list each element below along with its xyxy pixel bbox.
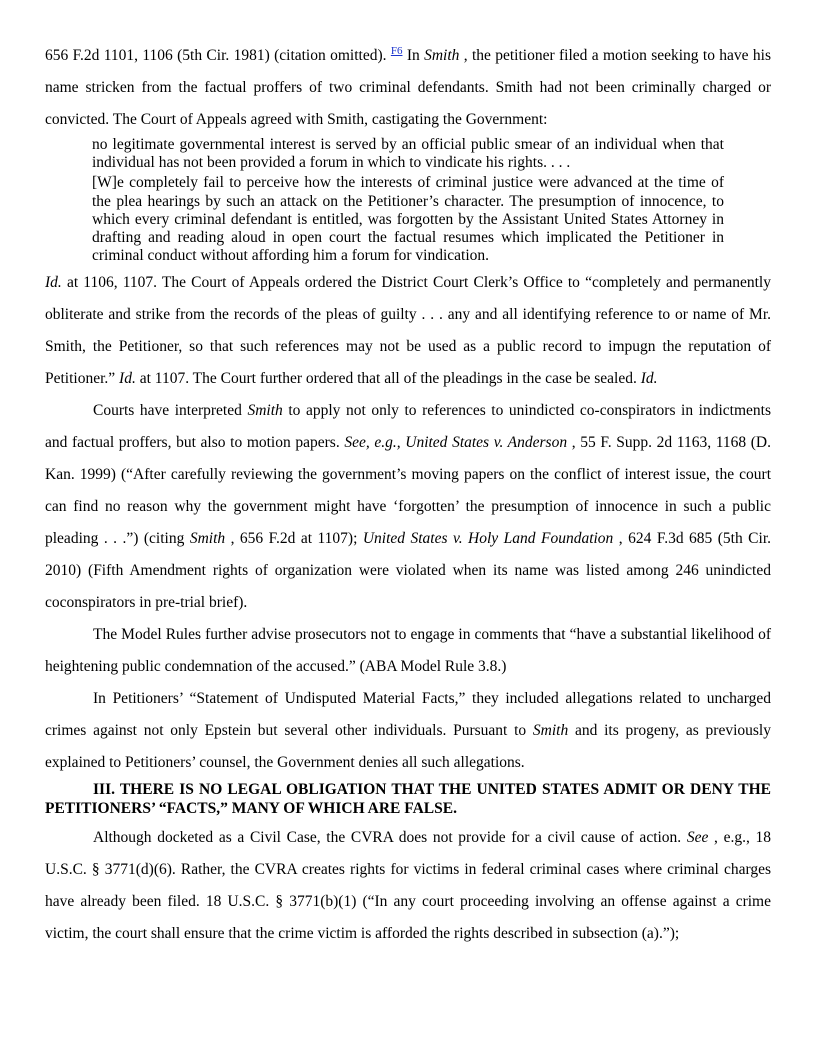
- paragraph-courts-interpreted: Courts have interpreted Smith to apply not only to references to unindicted co-conspirators in indictments and factual proffers, but also to motion papers. See, e.g., United States v. Anderson , 55 F. Supp. 2d 1163, 1168 (D. Kan. 1999) (“After carefully reviewing the government’s moving papers on the conflict of interest issue, the court can find no reason why the government might have ‘forgotten’ the presumption of innocence in such a public pleading . . .”) (citing Smith , 656 F.2d at 1107); United States v. Holy Land Foundation , 624 F.3d 685 (5th Cir. 2010) (Fifth Amendment rights of organization were violated when its name was listed among 246 unindicted coconspirators in pre-trial brief).: [45, 402, 771, 612]
- paragraph-petitioners-facts: In Petitioners’ “Statement of Undisputed Material Facts,” they included allegations related to uncharged crimes against not only Epstein but several other individuals. Pursuant to Smith and its progeny, as previously explained to Petitioners’ counsel, the Government denies all such allegations.: [45, 690, 771, 772]
- paragraph-model-rules: The Model Rules further advise prosecutors not to engage in comments that “have a substantial likelihood of heightening public condemnation of the accused.” (ABA Model Rule 3.8.): [45, 626, 771, 676]
- section-heading: III. THERE IS NO LEGAL OBLIGATION THAT THE UNITED STATES ADMIT OR DENY THE PETITIONERS’ “FACTS,” MANY OF WHICH ARE FALSE.: [45, 781, 771, 817]
- paragraph-smith-intro: 656 F.2d 1101, 1106 (5th Cir. 1981) (citation omitted). $^{F6}$ In Smith , the petitioner filed a motion seeking to have his name stricken from the factual proffers of two criminal defendants. Smith had not been criminally charged or convicted. The Court of Appeals agreed with Smith, castigating the Government:: [45, 44, 771, 128]
- document-page: [45, 40, 771, 950]
- case-name: Smith: [424, 47, 460, 64]
- paragraph-cvra: Although docketed as a Civil Case, the CVRA does not provide for a civil cause of action. See , e.g., 18 U.S.C. § 3771(d)(6). Rather, the CVRA creates rights for victims in federal criminal cases where criminal charges have already been filed. 18 U.S.C. § 3771(b)(1) (“In any court proceeding involving an offense against a crime victim, the court shall ensure that the crime victim is afforded the rights described in subsection (a).”);: [45, 829, 771, 943]
- block-quote-2: [W]e completely fail to perceive how the interests of criminal justice were advanced at the time of the plea hearings by such an attack on the Petitioner’s character. The presumption of innocence, to which every criminal defendant is entitled, was forgotten by the Assistant United States Attorney in drafting and reading aloud in open court the factual resumes which implicated the Petitioner in criminal conduct without affording him a forum for vindication.: [92, 174, 724, 265]
- block-quote-1: no legitimate governmental interest is served by an official public smear of an individual when that individual has not been provided a forum in which to vindicate his rights. . . .: [92, 136, 724, 172]
- paragraph-court-order: Id. at 1106, 1107. The Court of Appeals ordered the District Court Clerk’s Office to “completely and permanently obliterate and strike from the records of the pleas of guilty . . . any and all identifying reference to or name of Mr. Smith, the Petitioner, so that such references may not be used as a public record to impugn the reputation of Petitioner.” Id. at 1107. The Court further ordered that all of the pleadings in the case be sealed. Id.: [45, 274, 771, 388]
- footnote-link[interactable]: F6: [390, 44, 403, 57]
- citation-text: 656 F.2d 1101, 1106 (5th Cir. 1981) (citation omitted).: [45, 47, 387, 64]
